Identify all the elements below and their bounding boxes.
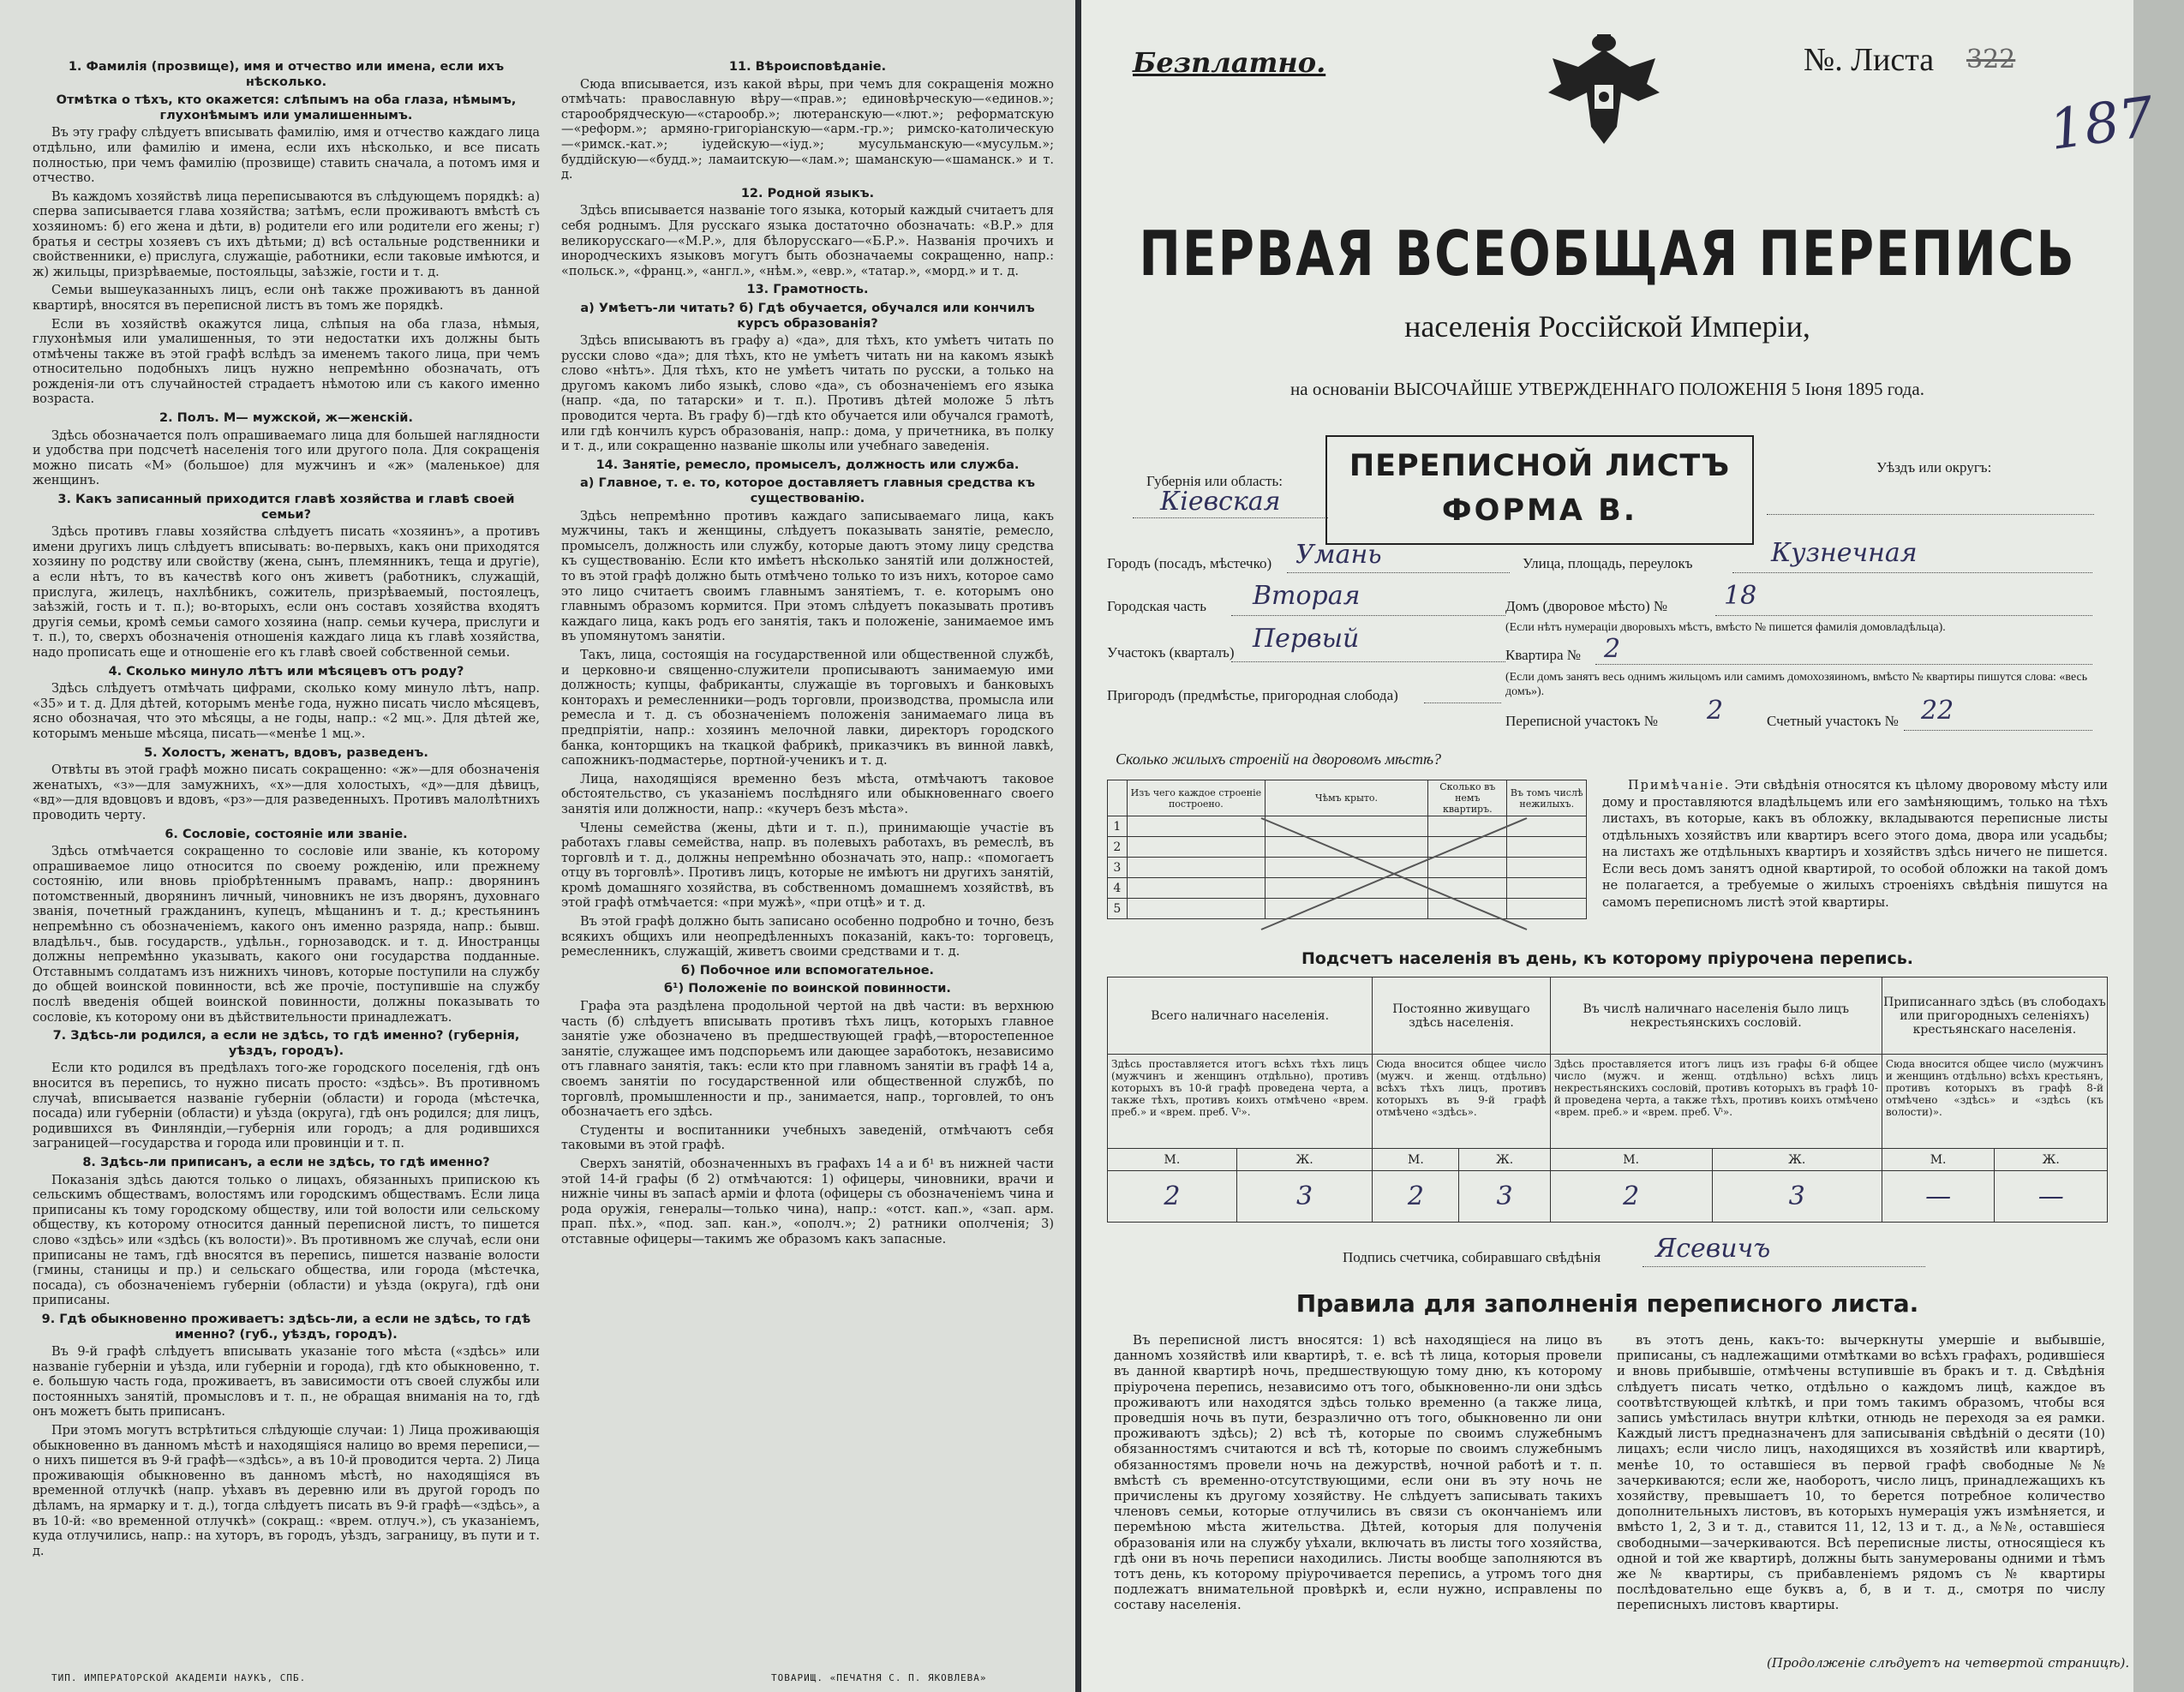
house-note: (Если нѣтъ нумераціи дворовыхъ мѣстъ, вмѣсто № пишется фамилія домовладѣльца). [1505, 621, 1946, 634]
bt-header-nonresidential: Въ томъ числѣ нежилыхъ. [1507, 780, 1587, 816]
apartment-label: Квартира № [1505, 647, 1582, 663]
house-label: Домъ (дворовое мѣсто) № [1505, 598, 1668, 614]
house-line [1715, 615, 2092, 616]
tally-value: — [1995, 1171, 2108, 1223]
tally-value: 2 [1550, 1171, 1712, 1223]
buildings-row-number: 3 [1108, 858, 1128, 878]
eagle-emblem-icon [1544, 24, 1664, 152]
street-label: Улица, площадь, переулокъ [1523, 555, 1693, 571]
census-subtitle: населенія Россійской Имперіи, [1404, 309, 1810, 344]
apartment-value: 2 [1604, 634, 1621, 664]
left-column-1 [33, 57, 540, 1641]
buildings-cell [1127, 858, 1265, 878]
tally-female-header: Ж. [1712, 1149, 1882, 1171]
tally-female-header: Ж. [1459, 1149, 1550, 1171]
gubernia-value: Кіевская [1160, 487, 1281, 517]
tally-male-header: М. [1550, 1149, 1712, 1171]
tally-value: 3 [1712, 1171, 1882, 1223]
bt-header-material: Изъ чего каждое строеніе построено. [1127, 780, 1265, 816]
section-heading: Отмѣтка о тѣхъ, кто окажется: слѣпымъ на оба глаза, нѣмымъ, глухонѣмымъ или умалишеннымъ. [56, 93, 517, 123]
note-block [1602, 778, 2108, 912]
sheet-number-struck: 322 [1966, 45, 2016, 75]
buildings-cell [1127, 837, 1265, 858]
bt-header-roof: Чѣмъ крыто. [1265, 780, 1427, 816]
tally-desc-present: Здѣсь проставляется итогъ всѣхъ тѣхъ лицъ (мужчинъ и женщинъ отдѣльно), противъ которыхъ въ 10-й графѣ проведена черта, а также тѣхъ, противъ коихъ отмѣчено «врем. преб.» и «врем. преб. Vⁱ». [1108, 1055, 1373, 1149]
section-heading: а) Главное, т. е. то, которое доставляетъ главныя средства къ существованію. [580, 476, 1035, 506]
rules-title: Правила для заполненія переписного листа. [1295, 1289, 1919, 1318]
paragraph: Здѣсь непремѣнно противъ каждаго записываемаго лица, какъ мужчины, такъ и женщины, слѣдуетъ показывать занятіе, ремесло, промыселъ, должность или службу, которые даютъ этому лицу средства къ существованію. Если кто имѣетъ нѣсколько занятій или должностей, то въ этой графѣ должно быть отмѣчено только то изъ нихъ, которое само это лицо считаетъ своимъ главнымъ занятіемъ, т. е. которымъ оно главнымъ образомъ кормится. При этомъ слѣдуетъ показывать противъ каждаго лица, какъ родъ его занятія, такъ и положеніе, занимаемое имъ въ упомянутомъ занятіи. [561, 509, 1054, 644]
tally-desc-permanent: Сюда вносится общее число (мужч. и женщ. отдѣльно) всѣхъ тѣхъ лицъ, противъ которыхъ въ 9-й графѣ отмѣчено «здѣсь». [1373, 1055, 1550, 1149]
tally-desc-peasant: Сюда вносится общее число (мужчинъ и женщинъ отдѣльно) всѣхъ крестьянъ, противъ которыхъ въ графѣ 8-й отмѣчено «здѣсь» и «здѣсь (къ волости)». [1882, 1055, 2107, 1149]
tally-value: 2 [1108, 1171, 1237, 1223]
paragraph: Отвѣты въ этой графѣ можно писать сокращенно: «ж»—для обозначенія женатыхъ, «з»—для замужнихъ, «х»—для холостыхъ, «д»—для дѣвицъ, «вд»—для вдовцовъ и вдовъ, «рз»—для разведенныхъ. Противъ малолѣтнихъ проводить черту. [33, 763, 540, 822]
uezd-line [1767, 514, 2094, 515]
left-footer-print: ТИП. ИМПЕРАТОРСКОЙ АКАДЕМІИ НАУКЪ, СПБ. [51, 1672, 307, 1683]
section-heading: 4. Сколько минуло лѣтъ или мѣсяцевъ отъ роду? [108, 664, 464, 679]
note-text: Эти свѣдѣнія относятся къ цѣлому дворовому мѣсту или дому и проставляются владѣльцемъ или его замѣняющимъ, только на тѣхъ листахъ, въ которые, какъ въ обложку, вкладываются переписные листы отдѣльныхъ хозяйствъ или квартиръ всего этого дома, двора или усадьбы; на листахъ же отдѣльныхъ квартиръ и хозяйствъ здѣсь ничего не пишется. Если весь домъ занятъ одной квартирой, то особой обложки на такой домъ не полагается, а требуемые о жилыхъ строеніяхъ свѣдѣнія пишутся на самомъ переписномъ листѣ этой квартиры. [1602, 779, 2109, 910]
apartment-note: (Если домъ занятъ весь однимъ жильцомъ или самимъ домохозяиномъ, вмѣсто № квартиры пишутся слова: «весь домъ»). [1505, 671, 2088, 698]
tally-header-nonpeasant: Въ числѣ наличнаго населенія было лицъ некрестьянскихъ сословій. [1550, 978, 1882, 1055]
section-heading: 5. Холостъ, женатъ, вдовъ, разведенъ. [144, 745, 428, 760]
paragraph: Здѣсь слѣдуетъ отмѣчать цифрами, сколько кому минуло лѣтъ, напр. «35» и т. д. Для дѣтей, которымъ менѣе года, нужно писать число мѣсяцевъ, ясно обозначая, что это мѣсяцы, а не годы, напр.: «2 мц.». Для дѣтей же, которымъ меньше мѣсяца, писать—«менѣе 1 мц.». [33, 682, 540, 741]
section-heading: 14. Занятіе, ремесло, промыселъ, должность или служба. [595, 457, 1020, 472]
note-title: Примѣчаніе. [1628, 779, 1731, 792]
paragraph: Если въ хозяйствѣ окажутся лица, слѣпыя на оба глаза, нѣмыя, глухонѣмыя или умалишенныя, то эти недостатки ихъ должны быть отмѣчены также въ этой графѣ вслѣдъ за именемъ такого лица, при чемъ относительно подобныхъ лицъ нужно непремѣнно обозначать, отъ рожденія-ли отъ случайностей страдаетъ нѣмотою или съ какого именно возраста. [33, 317, 540, 407]
tally-female-header: Ж. [1995, 1149, 2108, 1171]
section-heading: 1. Фамилія (прозвище), имя и отчество или имена, если ихъ нѣсколько. [68, 60, 505, 89]
edge-sheets [2133, 0, 2184, 1692]
paragraph: Здѣсь вписывается названіе того языка, который каждый считаетъ для себя роднымъ. Для русскаго языка достаточно обозначать: «В.Р.» для великорусскаго—«М.Р.», для бѣлорусскаго—«Б.Р.». Названія прочихъ и инородческихъ языковъ могутъ быть обозначаемы сокращенно, напр.: «польск.», «франц.», «англ.», «нѣм.», «евр.», «татар.», «морд.» и т. д. [561, 204, 1054, 278]
paragraph: Въ эту графу слѣдуетъ вписывать фамилію, имя и отчество каждаго лица отдѣльно, или фамилію и имена, если ихъ нѣсколько, и все писать полностью, при чемъ фамилію (прозвище) ставить сначала, а потомъ имя и отчество. [33, 126, 540, 186]
count-area-label: Счетный участокъ № [1767, 713, 1899, 729]
city-value: Умань [1295, 540, 1382, 570]
section-heading: 11. Вѣроисповѣданіе. [728, 60, 887, 74]
signature-line [1642, 1266, 1925, 1267]
sheet-number-label: №. Листа [1804, 42, 1935, 78]
section-heading: 7. Здѣсь-ли родился, а если не здѣсь, то гдѣ именно? (губернія, уѣздъ, городъ). [52, 1029, 520, 1058]
apartment-line [1595, 664, 2092, 665]
section-heading: 8. Здѣсь-ли приписанъ, а если не здѣсь, то гдѣ именно? [82, 1155, 490, 1169]
tally-table [1107, 977, 2108, 1223]
form-title: ПЕРЕПИСНОЙ ЛИСТЪ [1349, 449, 1731, 483]
buildings-row-number: 1 [1108, 816, 1128, 837]
buildings-row-number: 5 [1108, 899, 1128, 919]
tally-value: 3 [1459, 1171, 1550, 1223]
quarter-line [1231, 661, 1505, 662]
buildings-cell [1127, 816, 1265, 837]
rules-column-1: Въ переписной листъ вносятся: 1) всѣ находящіеся на лицо въ данномъ хозяйствѣ или квартирѣ, т. е. всѣ тѣ лица, которыя провели въ данной квартирѣ ночь, предшествующую тому дню, къ которому пріурочена перепись, независимо отъ того, обыкновенно-ли они здѣсь проживаютъ или находятся здѣсь только временно (а также лица, проведшія ночь въ пути, безразлично отъ того, обыкновенно ли они проживаютъ здѣсь); 2) всѣ тѣ, которые по своимъ служебнымъ обязанностямъ считаются и всѣ тѣ, которые по своимъ служебнымъ обязанностямъ провели ночь на дежурствѣ, ночной работѣ и т. п. вмѣстѣ съ временно-отсутствующими, если они въ эту ночь не причислены къ другому хозяйству. Не слѣдуетъ записывать такихъ членовъ семьи, которые отлучились въ связи съ окончаніемъ или перемѣною мѣста жительства. Дѣтей, которыя для полученія образованія или на службу уѣхали, включать въ листы того хозяйства, гдѣ они въ ночь переписи находились. Листы вообще заполняются въ тотъ день, къ которому пріурочивается перепись, а утромъ того дня подлежатъ внимательной провѣркѣ и, если нужно, исправлены по составу населенія. [1114, 1332, 1602, 1613]
quarter-label: Участокъ (кварталъ) [1107, 644, 1235, 661]
count-area-value: 22 [1921, 696, 1954, 726]
paragraph: Графа эта раздѣлена продольной чертой на двѣ части: въ верхнюю часть (б) слѣдуетъ вписывать противъ тѣхъ лицъ, которыхъ главное занятіе уже обозначено въ предшествующей графѣ,—второстепенное занятіе, служащее имъ подспорьемъ или дающее заработокъ, независимо отъ главнаго занятія, такъ: если кто при главномъ занятіи въ графѣ 14 а, своемъ занятіи по государственной или общественной службѣ, по торговлѣ, промышленности и пр., занимается, напр., торговлей, то онъ обозначаетъ его здѣсь. [561, 1000, 1054, 1120]
buildings-row-number: 2 [1108, 837, 1128, 858]
section-heading: 2. Полъ. М— мужской, ж—женскій. [159, 411, 413, 426]
tally-male-header: М. [1373, 1149, 1459, 1171]
section-heading: б) Побочное или вспомогательное. [680, 963, 935, 978]
spine [1075, 0, 1081, 1692]
buildings-question: Сколько жилыхъ строеній на дворовомъ мѣстѣ? [1116, 750, 1441, 768]
tally-header-permanent: Постоянно живущаго здѣсь населенія. [1373, 978, 1550, 1055]
section-heading: б¹) Положеніе по воинской повинности. [664, 982, 951, 996]
quarter-value: Первый [1253, 624, 1360, 654]
city-line [1287, 572, 1510, 573]
section-heading: 9. Гдѣ обыкновенно проживаетъ: здѣсь-ли, а если не здѣсь, то гдѣ именно? (губ., уѣздъ, городъ). [41, 1312, 531, 1342]
paragraph: Здѣсь отмѣчается сокращенно то сословіе или званіе, къ которому опрашиваемое лицо относится по своему рожденію, или прежнему состоянію, или вновь пріобрѣтеннымъ правамъ, напр.: дворянинъ потомственный, дворянинъ личный, чиновникъ не изъ дворянъ, духовнаго званія, почетный гражданинъ, купецъ, мѣщанинъ и т. д.; крестьянинъ непремѣнно съ обозначеніемъ, какого онъ именно разряда, напр.: бывш. владѣльч., быв. государств., удѣльн., горнозаводск. и т. д. Иностранцы должны непремѣнно указывать, какого они государства подданные. Отставнымъ солдатамъ изъ нижнихъ чиновъ, которые поступили на службу до общей воинской повинности, всѣ же прочіе, поступившіе на службу послѣ введенія общей воинской повинности, должны показывать то сословіе, къ которому они въ дѣйствительности принадлежатъ. [33, 845, 540, 1025]
section-heading: 6. Сословіе, состояніе или званіе. [165, 827, 408, 841]
census-area-label: Переписной участокъ № [1505, 713, 1658, 729]
form-name: ФОРМА В. [1441, 493, 1638, 528]
bt-header-apartments: Сколько въ немъ квартиръ. [1428, 780, 1507, 816]
tally-female-header: Ж. [1236, 1149, 1372, 1171]
census-basis: на основаніи ВЫСОЧАЙШЕ УТВЕРЖДЕННАГО ПОЛОЖЕНІЯ 5 Іюня 1895 года. [1290, 379, 1924, 399]
free-label: Безплатно. [1133, 46, 1326, 79]
part-value: Вторая [1253, 581, 1361, 611]
tally-male-header: М. [1108, 1149, 1237, 1171]
paragraph: При этомъ могутъ встрѣтиться слѣдующіе случаи: 1) Лица проживающія обыкновенно въ данномъ мѣстѣ и находящіяся налицо во время переписи,—о нихъ пишется въ 9-й графѣ—«здѣсь», а въ 10-й проводится черта. 2) Лица проживающія обыкновенно въ данномъ мѣстѣ, но находящіяся въ временной отлучкѣ (напр. уѣхавъ въ деревню или въ другой городъ по дѣламъ, на ярмарку и т. д.), тогда слѣдуетъ писать въ 9-й графѣ—«здѣсь», а въ 10-й: «во временной отлучкѣ» (сокращ.: «врем. отлуч.»), съ указаніемъ, куда отлучились, напр.: на хуторъ, въ городъ, уѣздъ, заграницу, въ пути и т. д. [33, 1424, 540, 1558]
section-heading: а) Умѣетъ-ли читать? б) Гдѣ обучается, обучался или кончилъ курсъ образованія? [580, 301, 1035, 331]
paragraph: Семьи вышеуказанныхъ лицъ, если онѣ также проживаютъ въ данной квартирѣ, вносятся въ переписной листъ въ томъ же порядкѣ. [33, 284, 540, 313]
paragraph: Показанія здѣсь даются только о лицахъ, обязанныхъ припискою къ сельскимъ обществамъ, волостямъ или городскимъ обществамъ. Если лица приписаны къ тому городскому обществу, или той волости или сельскому обществу, къ которому относится данный переписной листъ, то пишется слово «здѣсь» или «здѣсь (къ волости)». Въ противномъ же случаѣ, если они приписаны не тамъ, гдѣ вносятся въ перепись, пишется названіе волости (гмины, станицы и пр.) и сельскаго общества, или города (мѣстечка, посада), съ обозначеніемъ губерніи (области) и уѣзда (округа), гдѣ они приписаны. [33, 1173, 540, 1308]
left-column-2 [561, 57, 1054, 1641]
count-line [1904, 730, 2092, 731]
rules-continue: (Продолженіе слѣдуетъ на четвертой страницѣ). [1767, 1655, 2130, 1671]
right-footer-print: ТОВАРИЩ. «ПЕЧАТНЯ С. П. ЯКОВЛЕВА» [771, 1672, 987, 1683]
gubernia-label: Губернія или область: [1146, 473, 1283, 489]
section-heading: 12. Родной языкъ. [740, 186, 875, 200]
tally-title: Подсчетъ населенія въ день, къ которому пріурочена перепись. [1301, 949, 1914, 968]
buildings-cell [1127, 878, 1265, 899]
gubernia-line [1133, 517, 1328, 518]
house-value: 18 [1724, 581, 1757, 611]
paragraph: Если кто родился въ предѣлахъ того-же городского поселенія, гдѣ онъ вносится въ перепись, то нужно писать просто: «здѣсь». Въ противномъ случаѣ, вписывается названіе губерніи (области) и города (мѣстечка, посада) или губерніи (области) и уѣзда (округа), гдѣ онъ родился; для лицъ, родившихся въ Финляндіи,—губернія или городъ; а для родившихся заграницей—государства и города или провинціи и т. п. [33, 1061, 540, 1151]
paragraph: Студенты и воспитанники учебныхъ заведеній, отмѣчаютъ себя таковыми въ этой графѣ. [561, 1123, 1054, 1153]
suburb-label: Пригородъ (предмѣстье, пригородная слобода) [1107, 687, 1398, 703]
paragraph: Здѣсь вписываютъ въ графу а) «да», для тѣхъ, кто умѣетъ читать по русски слово «да»; для тѣхъ, кто не умѣетъ читать ни на какомъ языкѣ слово «нѣтъ». Для тѣхъ, кто не умѣетъ читать по русски, а только на другомъ какомъ либо языкѣ, слово «да», съ обозначеніемъ его языка (напр. «да, по татарски» и т. п.). Противъ дѣтей моложе 5 лѣтъ проводится черта. Въ графу б)—гдѣ кто обучается или обучался грамотѣ, или гдѣ кончилъ курсъ образованія, напр.: дома, у причетника, въ полку и т. д., или сокращенно названіе школы или учебнаго заведенія. [561, 334, 1054, 454]
paragraph: Такъ, лица, состоящія на государственной или общественной службѣ, и церковно-и священно-служители прописываютъ занимаемую ими должность; купцы, фабриканты, служащіе въ торговыхъ и банковыхъ конторахъ и ремесленники—родъ торговли, производства, промысла или ремесла и т. д. съ обозначеніемъ положенія занимаемаго лица въ предпріятіи, напр.: хозяинъ мелочной лавки, директоръ городского банка, конторщикъ на ткацкой фабрикѣ, приказчикъ въ винной лавкѣ, сапожникъ-подмастерье, портной-ученикъ и т. д. [561, 648, 1054, 768]
tally-header-peasant: Приписаннаго здѣсь (въ слободахъ или пригородныхъ селеніяхъ) крестьянскаго населенія. [1882, 978, 2107, 1055]
rules-column-2: въ этотъ день, какъ-то: вычеркнуты умершіе и выбывшіе, приписаны, съ надлежащими отмѣтками во всѣхъ графахъ, родившіеся и вновь прибывшіе, отмѣчены вступившіе въ бракъ и т. д. Свѣдѣнія слѣдуетъ писать четко, отдѣльно о каждомъ лицѣ, каждое въ соотвѣтствующей клѣткѣ, и при томъ такимъ образомъ, чтобы вся запись умѣстилась внутри клѣтки, отнюдь не переходя за ея рамки. Каждый листъ предназначенъ для записыванія свѣдѣній о десяти (10) лицахъ; если число лицъ, находящихся въ хозяйствѣ или квартирѣ, менѣе 10, то оставшіеся въ первой графѣ свободные №№ зачеркиваются; если же, наоборотъ, число лицъ, принадлежащихъ къ хозяйству, превышаетъ 10, то берется потребное количество дополнительныхъ листовъ, въ которыхъ нумерація ужъ измѣняется, и вмѣсто 1, 2, 3 и т. д., ставится 11, 12, 13 и т. д., а №№, оставшіеся свободными—зачеркиваются. Всѣ переписные листы, относящіеся къ одной и той же квартирѣ, должны быть занумерованы одними и тѣмъ же № квартиры, съ прибавленіемъ рядомъ съ № квартиры послѣдовательно еще буквъ а, б, в и т. д., смотря по числу переписныхъ листовъ квартиры. [1617, 1332, 2105, 1613]
paragraph: Сюда вписывается, изъ какой вѣры, при чемъ для сокращенія можно отмѣчать: православную вѣру—«прав.»; единовѣрческую—«единов.»; старообрядческую—«старообр.»; лютеранскую—«лют.»; реформатскую—«реформ.»; армяно-григоріанскую—«арм.-гр.»; римско-католическую—«римск.-кат.»; іудейскую—«іуд.»; мусульманскую—«мусульм.»; буддійскую—«будд.»; ламаитскую—«лам.»; шаманскую—«шаманск.» и т. д. [561, 77, 1054, 182]
paragraph: Здѣсь обозначается полъ опрашиваемаго лица для большей наглядности и удобства при подсчетѣ населенія того или другого пола. Для сокращенія можно писать «М» (большое) для мужчинъ и «ж» (маленькое) для женщинъ. [33, 428, 540, 488]
paragraph: Въ этой графѣ должно быть записано особенно подробно и точно, безъ всякихъ общихъ или неопредѣленныхъ показаній, какъ-то: торговецъ, ремесленникъ, служащій, живетъ своими средствами и т. д. [561, 915, 1054, 960]
tally-header-present: Всего наличнаго населенія. [1108, 978, 1373, 1055]
street-line [1732, 572, 2092, 573]
tally-value: 3 [1236, 1171, 1372, 1223]
tally-value: 2 [1373, 1171, 1459, 1223]
paragraph: Въ 9-й графѣ слѣдуетъ вписывать указаніе того мѣста («здѣсь» или названіе губерніи и уѣзда, или губерніи и города), гдѣ кто обыкновенно, т. е. большую часть года, проживаетъ, въ зависимости отъ своей службы или постоянныхъ занятій, промысловъ и т. п., не обращая вниманія на то, гдѣ онъ можетъ быть приписанъ. [33, 1345, 540, 1420]
buildings-cross-out [1253, 810, 1535, 938]
paragraph: Члены семейства (жены, дѣти и т. п.), принимающіе участіе въ работахъ главы семейства, напр. въ полевыхъ работахъ, въ ремеслѣ, въ торговлѣ и т. д., должны непремѣнно обозначать это, напр.: «помогаетъ отцу въ торговлѣ». Противъ лицъ, которые не имѣютъ ни другихъ занятій, кромѣ домашняго хозяйства, въ собственномъ домашнемъ хозяйствѣ, въ этой графѣ отмѣчается: «при мужѣ», «при отцѣ» и т. д. [561, 821, 1054, 911]
census-title: ПЕРВАЯ ВСЕОБЩАЯ ПЕРЕПИСЬ [1139, 217, 2076, 290]
uezd-label: Уѣздъ или округъ: [1876, 459, 1992, 475]
form-title-box [1325, 435, 1754, 545]
section-heading: 3. Какъ записанный приходится главѣ хозяйства и главѣ своей семьи? [57, 493, 515, 522]
right-page [1081, 0, 2158, 1692]
signature-value: Ясевичъ [1655, 1234, 1771, 1264]
buildings-cell [1127, 899, 1265, 919]
city-label: Городъ (посадъ, мѣстечко) [1107, 555, 1272, 571]
tally-male-header: М. [1882, 1149, 1995, 1171]
tally-value: — [1882, 1171, 1995, 1223]
paragraph: Сверхъ занятій, обозначенныхъ въ графахъ 14 а и б¹ въ нижней части этой 14-й графы (б 2) отмѣчаются: 1) офицеры, чиновники, врачи и нижніе чины въ запасѣ арміи и флота (офицеры съ обозначеніемъ чина и рода оружія, генералы—только чина), напр.: «отст. кап.», «зап. арм. прап. пѣх.», «под. зап. кан.», «ополч.»; 2) ратники ополченія; 3) отставные офицеры—такимъ же образомъ какъ запасные. [561, 1157, 1054, 1247]
census-area-value: 2 [1707, 696, 1724, 726]
paragraph: Лица, находящіяся временно безъ мѣста, отмѣчаютъ таковое обстоятельство, съ указаніемъ послѣдняго или обыкновеннаго своего занятія или должности, напр.: «кучеръ безъ мѣста». [561, 772, 1054, 816]
paragraph: Въ каждомъ хозяйствѣ лица переписываются въ слѣдующемъ порядкѣ: а) сперва записывается глава хозяйства; затѣмъ, если проживаютъ вмѣстѣ съ хозяиномъ: б) его жена и дѣти, в) родители его или родители его жены; г) братья и сестры хозяевъ съ ихъ дѣтьми; д) всѣ остальные родственники и свойственники, е) прислуга, служащіе, работники, если таковые имѣются, и ж) жильцы, призрѣваемые, постояльцы, заѣзжіе, гости и т. д. [33, 189, 540, 279]
section-heading: 13. Грамотность. [746, 283, 869, 297]
tally-desc-nonpeasant: Здѣсь проставляется итогъ лицъ изъ графы 6-й общее число (мужч. и женщ. отдѣльно) всѣхъ лицъ некрестьянскихъ сословій, противъ которыхъ въ графѣ 10-й проведена черта, а также тѣхъ, противъ коихъ отмѣчено «врем. преб.» и «врем. преб. Vⁱ». [1550, 1055, 1882, 1149]
part-line [1231, 615, 1505, 616]
left-page [0, 0, 1075, 1692]
sheet-number-handwritten: 187 [2045, 85, 2158, 164]
buildings-row-number: 4 [1108, 878, 1128, 899]
signature-label: Подпись счетчика, собиравшаго свѣдѣнія [1343, 1249, 1601, 1265]
street-value: Кузнечная [1771, 538, 1918, 568]
part-label: Городская часть [1107, 598, 1206, 614]
paragraph: Здѣсь противъ главы хозяйства слѣдуетъ писать «хозяинъ», а противъ имени другихъ лицъ слѣдуетъ вписывать: во-первыхъ, какъ они приходятся хозяину по родству или свойству (жена, сынъ, племянникъ, теща и другіе), а если нѣтъ, то въ качествѣ кого онъ живетъ (работникъ, служащій, прислуга, жилецъ, нахлѣбникъ, сожитель, призрѣваемый, постоялецъ, заѣзжій, гость и т. п.); во-вторыхъ, если онъ составъ хозяйства входятъ другія семьи, кромѣ семьи самого хозяина (напр. семьи кучера, прислуги и т. п.), то, сверхъ обозначенія отношенія каждаго лица къ главѣ хозяйства, надо прописать еще и отношеніе его къ главѣ своей собственной семьи. [33, 525, 540, 660]
